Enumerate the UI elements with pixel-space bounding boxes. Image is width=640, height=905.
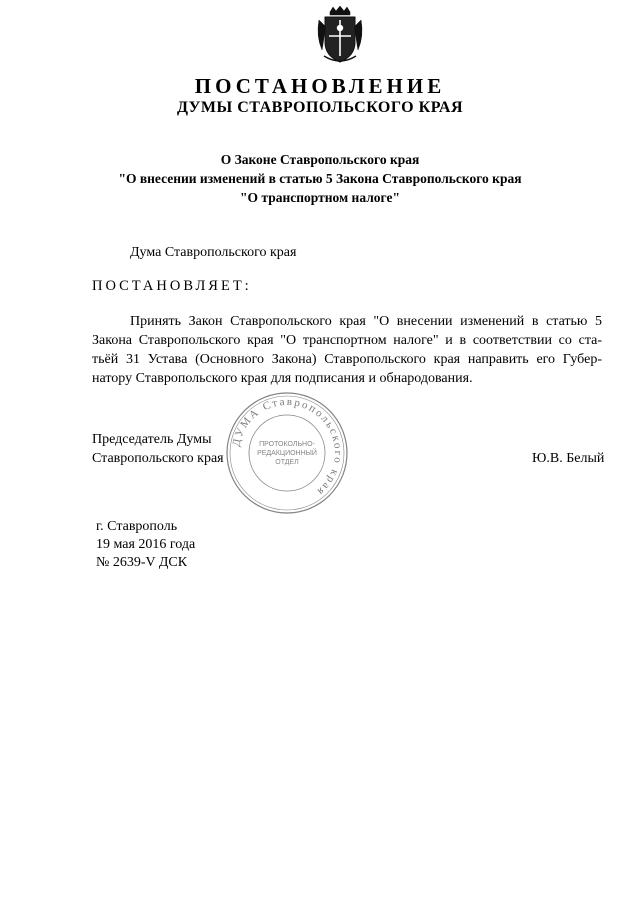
subject-line-3: "О транспортном налоге" xyxy=(240,190,400,205)
document-subtitle: ДУМЫ СТАВРОПОЛЬСКОГО КРАЯ xyxy=(176,99,464,116)
document-number: № 2639-V ДСК xyxy=(96,555,188,570)
official-stamp xyxy=(222,388,352,518)
issue-date: 19 мая 2016 года xyxy=(96,537,196,552)
stamp-ring-text: ДУМА Ставропольского края xyxy=(230,395,345,499)
stamp-center-line-2: РЕДАКЦИОННЫЙ xyxy=(257,450,317,457)
paragraph-line: тьёй 31 Устава (Основного Закона) Ставропольского края направить его Губер- xyxy=(92,352,602,367)
signer-position-line-1: Председатель Думы xyxy=(92,432,212,447)
subject-line-1: О Законе Ставропольского края xyxy=(220,152,420,167)
resolves-heading: ПОСТАНОВЛЯЕТ: xyxy=(92,278,252,294)
stavropol-coat-of-arms-icon xyxy=(314,6,366,64)
paragraph-line: Принять Закон Ставропольского края "О внесении изменений в статью 5 xyxy=(130,314,602,329)
stamp-center-line-1: ПРОТОКОЛЬНО- xyxy=(259,441,315,448)
document-title: ПОСТАНОВЛЕНИЕ xyxy=(194,74,446,98)
signer-name: Ю.В. Белый xyxy=(532,451,605,466)
paragraph-line: натору Ставропольского края для подписания и обнародования. xyxy=(92,371,473,386)
subject-line-2: "О внесении изменений в статью 5 Закона Ставропольского края xyxy=(118,171,522,186)
paragraph-line: Закона Ставропольского края "О транспортном налоге" и в соответствии со ста- xyxy=(92,333,602,348)
actor-text: Дума Ставропольского края xyxy=(130,245,297,260)
issue-place: г. Ставрополь xyxy=(96,519,178,534)
stamp-center-line-3: ОТДЕЛ xyxy=(275,459,299,466)
signer-position-line-2: Ставропольского края xyxy=(92,451,224,466)
